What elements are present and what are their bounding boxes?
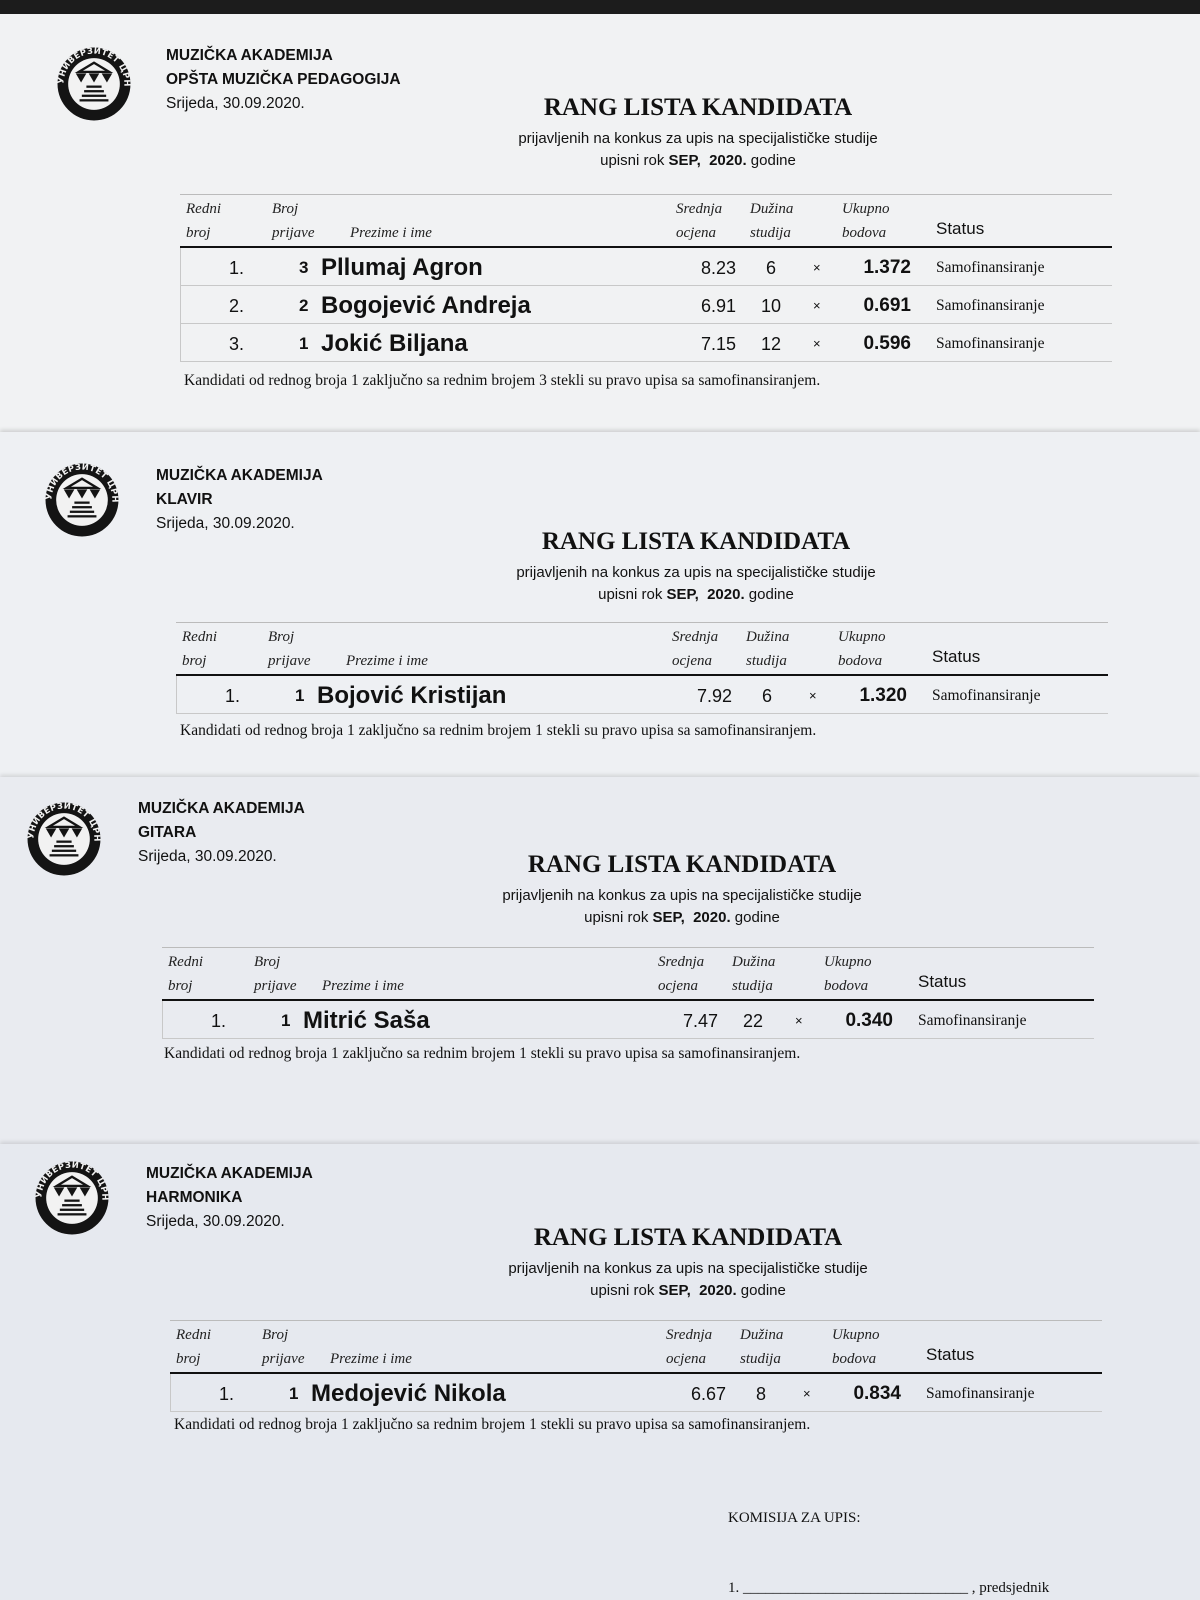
date: Srijeda, 30.09.2020. [146, 1213, 285, 1230]
admission-note: Kandidati od rednog broja 1 zaključno sa rednim brojem 3 stekli su pravo upisa sa samofinansiranjem. [184, 372, 821, 389]
program: GITARA [138, 824, 197, 841]
subtitle [396, 562, 996, 606]
sheet-gitara [0, 777, 1200, 1144]
university-seal-icon [26, 799, 102, 879]
table-row: 1. 1 Medojević Nikola 6.67 8 × 0.834 Samofinansiranje [170, 1374, 1102, 1412]
subtitle-line: prijavljenih na konkus za upis na specijalističke studije [518, 130, 878, 147]
rok-line: upisni rok SEP, 2020. godine [584, 909, 780, 926]
date: Srijeda, 30.09.2020. [166, 95, 305, 112]
table-row: 3. 1 Jokić Biljana 7.15 12 × 0.596 Samofinansiranje [180, 324, 1112, 362]
sheet-klavir [0, 432, 1200, 777]
admission-note: Kandidati od rednog broja 1 zaključno sa rednim brojem 1 stekli su pravo upisa sa samofinansiranjem. [180, 722, 817, 739]
institution: MUZIČKA AKADEMIJA [156, 467, 323, 484]
rok-line: upisni rok SEP, 2020. godine [590, 1282, 786, 1299]
program: KLAVIR [156, 491, 213, 508]
table-row: 1. 3 Pllumaj Agron 8.23 6 × 1.372 Samofinansiranje [180, 248, 1112, 286]
university-seal-icon [34, 1158, 110, 1238]
subtitle-line: prijavljenih na konkus za upis na specijalističke studije [502, 887, 862, 904]
table-row: 1. 1 Mitrić Saša 7.47 22 × 0.340 Samofinansiranje [162, 1001, 1094, 1039]
university-seal-icon [56, 44, 132, 124]
results-table [176, 622, 1108, 714]
institution: MUZIČKA AKADEMIJA [166, 47, 333, 64]
subtitle-line: prijavljenih na konkus za upis na specijalističke studije [516, 564, 876, 581]
admission-note: Kandidati od rednog broja 1 zaključno sa rednim brojem 1 stekli su pravo upisa sa samofinansiranjem. [164, 1045, 801, 1062]
rok-line: upisni rok SEP, 2020. godine [600, 152, 796, 169]
table-header: Redni broj Broj prijave Prezime i ime Srednja ocjena Dužina studija Ukupno bodova Status [170, 1320, 1102, 1374]
table-row: 1. 1 Bojović Kristijan 7.92 6 × 1.320 Samofinansiranje [176, 676, 1108, 714]
date: Srijeda, 30.09.2020. [156, 515, 295, 532]
institution: MUZIČKA AKADEMIJA [138, 800, 305, 817]
page-title: RANG LISTA KANDIDATA [533, 1224, 843, 1251]
page-title: RANG LISTA KANDIDATA [527, 851, 837, 878]
subtitle [388, 1258, 988, 1302]
subtitle-line: prijavljenih na konkus za upis na specijalističke studije [508, 1260, 868, 1277]
university-seal-icon [44, 460, 120, 540]
table-header: Redni broj Broj prijave Prezime i ime Srednja ocjena Dužina studija Ukupno bodova Status [162, 947, 1094, 1001]
results-table [180, 194, 1112, 362]
institution: MUZIČKA AKADEMIJA [146, 1165, 313, 1182]
table-header: Redni broj Broj prijave Prezime i ime Srednja ocjena Dužina studija Ukupno bodova Status [180, 194, 1112, 248]
program: OPŠTA MUZIČKA PEDAGOGIJA [166, 71, 401, 88]
sheet-header [166, 44, 401, 116]
table-row: 2. 2 Bogojević Andreja 6.91 10 × 0.691 Samofinansiranje [180, 286, 1112, 324]
page-title: RANG LISTA KANDIDATA [541, 528, 851, 555]
program: HARMONIKA [146, 1189, 243, 1206]
page-title: RANG LISTA KANDIDATA [543, 94, 853, 121]
results-table [170, 1320, 1102, 1412]
sheet-harmonika [0, 1144, 1200, 1600]
sheet-header [138, 797, 305, 869]
admission-note: Kandidati od rednog broja 1 zaključno sa rednim brojem 1 stekli su pravo upisa sa samofinansiranjem. [174, 1416, 811, 1433]
table-header: Redni broj Broj prijave Prezime i ime Srednja ocjena Dužina studija Ukupno bodova Status [176, 622, 1108, 676]
sheet-header [156, 464, 323, 536]
rok-line: upisni rok SEP, 2020. godine [598, 586, 794, 603]
komisija-signature-line: 1. ______________________________ , predsjednik [728, 1580, 1050, 1596]
date: Srijeda, 30.09.2020. [138, 848, 277, 865]
sheet-header [146, 1162, 313, 1234]
results-table [162, 947, 1094, 1039]
subtitle [398, 128, 998, 172]
komisija-title: KOMISIJA ZA UPIS: [728, 1510, 861, 1526]
subtitle [382, 885, 982, 929]
sheet-opsta-muzicka-pedagogija [0, 14, 1200, 434]
